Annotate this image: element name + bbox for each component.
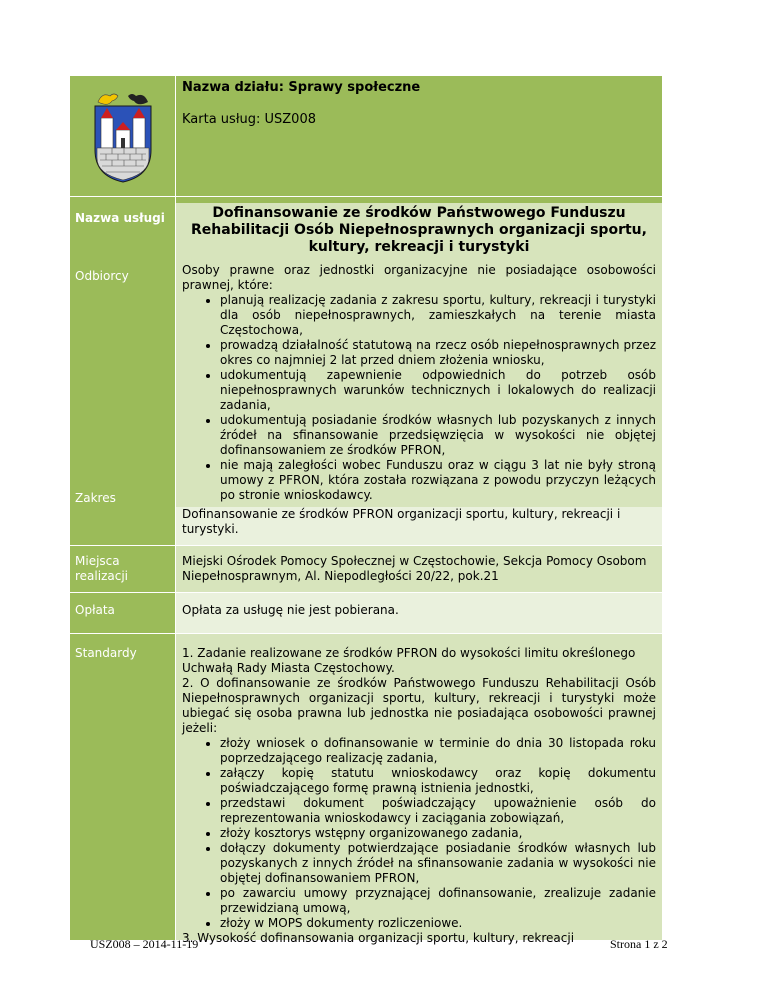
place-content: Miejski Ośrodek Pomocy Społecznej w Częstochowie, Sekcja Pomocy Osobom Niepełnosprawnym, Al. Niepodległości 20/22, pok.21 (176, 546, 662, 592)
place-label: Miejsca realizacji (70, 546, 176, 592)
list-item: • udokumentują zapewnienie odpowiednich do potrzeb osób niepełnosprawnych warunków technicznych i lokalowych do realizacji zadania, (220, 368, 656, 413)
list-item: • załączy kopię statutu wnioskodawcy oraz kopię dokumentu poświadczającego formę prawną istnienia jednostki, (220, 766, 656, 796)
standards-p1: 1. Zadanie realizowane ze środków PFRON do wysokości limitu określonego Uchwałą Rady Miasta Częstochowy. (182, 646, 636, 675)
list-item: • nie mają zaległości wobec Funduszu oraz w ciągu 3 lat nie były stroną umowy z PFRON, która została rozwiązana z powodu przyczyn leżących po stronie wnioskodawcy. (220, 458, 656, 503)
scope-label-cell (70, 507, 176, 545)
service-name: Dofinansowanie ze środków Państwowego Funduszu Rehabilitacji Osób Niepełnosprawnych organizacji sportu, kultury, rekreacji i turystyki (176, 203, 662, 261)
list-item: • złoży wniosek o dofinansowanie w terminie do dnia 30 listopada roku poprzedzającego realizację zadania, (220, 736, 656, 766)
standards-p3: 3. Wysokość dofinansowania organizacji sportu, kultury, rekreacji (182, 931, 575, 945)
fee-content: Opłata za usługę nie jest pobierana. (176, 593, 662, 633)
recipients-intro: Osoby prawne oraz jednostki organizacyjne nie posiadające osobowości prawnej, które: (182, 263, 656, 292)
list-item: • planują realizację zadania z zakresu sportu, kultury, rekreacji i turystyki dla osób niepełnosprawnych, zamieszkałych na terenie miasta Częstochowa, (220, 293, 656, 338)
crest-cell (70, 76, 176, 196)
scope-content: Dofinansowanie ze środków PFRON organizacji sportu, kultury, rekreacji i turystyki. (176, 507, 662, 545)
section-title: Nazwa działu: Sprawy społeczne (182, 80, 421, 95)
service-name-row (70, 203, 662, 261)
recipients-content (176, 261, 662, 507)
place-row (70, 545, 662, 592)
list-item: • złoży kosztorys wstępny organizowanego zadania, (220, 826, 656, 841)
recipients-list (182, 293, 656, 503)
list-item: • złoży w MOPS dokumenty rozliczeniowe. (220, 916, 656, 931)
card-label: Karta usług: USZ008 (182, 112, 316, 127)
fee-label: Opłata (70, 593, 176, 633)
list-item: • dołączy dokumenty potwierdzające posiadanie środków własnych lub pozyskanych z innych źródeł na sfinansowanie zadania w wysokości nie objętej dofinansowaniem PFRON, (220, 841, 656, 886)
scope-row (70, 507, 662, 545)
list-item: • po zawarciu umowy przyznającej dofinansowanie, zrealizuje zadanie przewidzianą umową, (220, 886, 656, 916)
standards-p2: 2. O dofinansowanie ze środków Państwowego Funduszu Rehabilitacji Osób Niepełnosprawnych organizacji sportu, kultury, rekreacji i turystyki może ubiegać się osoba prawna lub jednostka nie posiadająca osobowości prawnej jeżeli: (182, 676, 656, 735)
standards-list (182, 736, 656, 931)
scope-label: Zakres (75, 491, 116, 505)
recipients-row (70, 261, 662, 507)
recipients-label: Odbiorcy Zakres (70, 261, 176, 507)
czestochowa-coat-of-arms-icon (92, 88, 154, 184)
list-item: • prowadzą działalność statutową na rzecz osób niepełnosprawnych przez okres co najmniej 2 lat przed dniem złożenia wniosku, (220, 338, 656, 368)
standards-label: Standardy (70, 634, 176, 940)
header-text (176, 76, 662, 196)
card-header (70, 76, 662, 197)
fee-row (70, 592, 662, 633)
footer-left: USZ008 – 2014-11-19 (90, 937, 199, 951)
list-item: • przedstawi dokument poświadczający upoważnienie osób do reprezentowania wnioskodawcy i zaciągania zobowiązań, (220, 796, 656, 826)
service-name-label: Nazwa usługi (70, 203, 176, 261)
list-item: • udokumentują posiadanie środków własnych lub pozyskanych z innych źródeł na sfinansowanie przedsięwzięcia w wysokości nie objętej dofinansowaniem ze środków PFRON, (220, 413, 656, 458)
footer-right: Strona 1 z 2 (610, 937, 668, 951)
